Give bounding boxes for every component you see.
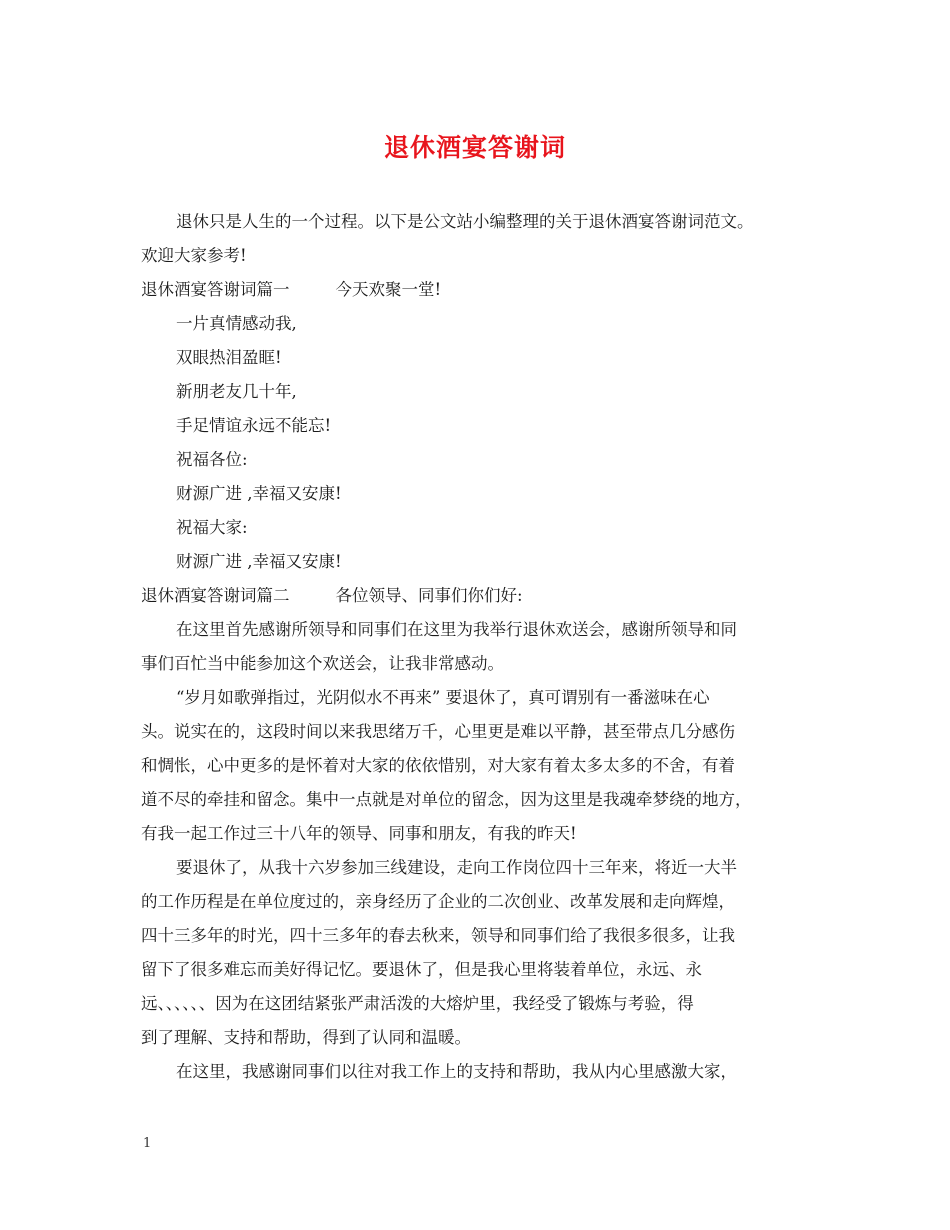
section-heading: 退休酒宴答谢词篇一 — [141, 280, 290, 299]
poem-line: 双眼热泪盈眶! — [176, 348, 282, 367]
section-first-line: 今天欢聚一堂! — [335, 280, 442, 299]
paragraph-line: 在这里首先感谢所领导和同事们在这里为我举行退休欢送会，感谢所领导和同 — [176, 620, 737, 639]
poem-line: 财源广进 ,幸福又安康! — [176, 484, 342, 503]
paragraph-line: 和惆怅，心中更多的是怀着对大家的依依惜别，对大家有着太多太多的不舍，有着 — [141, 756, 735, 775]
paragraph-line: “岁月如歌弹指过，光阴似水不再来” 要退休了，真可谓别有一番滋味在心 — [176, 688, 710, 707]
paragraph-line: 到了理解、支持和帮助，得到了认同和温暖。 — [141, 1028, 471, 1047]
poem-line: 财源广进 ,幸福又安康! — [176, 552, 342, 571]
page-number: 1 — [143, 1136, 152, 1151]
poem-line: 一片真情感动我, — [176, 314, 297, 333]
poem-line: 祝福大家: — [176, 518, 248, 537]
paragraph-line: 在这里，我感谢同事们以往对我工作上的支持和帮助，我从内心里感激大家， — [176, 1062, 737, 1081]
section-first-line: 各位领导、同事们你们好: — [335, 586, 523, 605]
paragraph-line: 事们百忙当中能参加这个欢送会，让我非常感动。 — [141, 654, 504, 673]
paragraph-line: 四十三多年的时光，四十三多年的春去秋来，领导和同事们给了我很多很多，让我 — [141, 926, 735, 945]
poem-line: 手足情谊永远不能忘! — [176, 416, 332, 435]
intro-line: 退休只是人生的一个过程。以下是公文站小编整理的关于退休酒宴答谢词范文。 — [176, 212, 754, 231]
document-body — [141, 205, 831, 1089]
section-heading: 退休酒宴答谢词篇二 — [141, 586, 290, 605]
paragraph-line: 有我一起工作过三十八年的领导、同事和朋友，有我的昨天! — [141, 824, 577, 843]
paragraph-line: 的工作历程是在单位度过的，亲身经历了企业的二次创业、改革发展和走向辉煌， — [141, 892, 735, 911]
poem-line: 新朋老友几十年, — [176, 382, 297, 401]
poem-line: 祝福各位: — [176, 450, 248, 469]
intro-line: 欢迎大家参考! — [141, 246, 247, 265]
paragraph-line: 要退休了，从我十六岁参加三线建设，走向工作岗位四十三年来，将近一大半 — [176, 858, 737, 877]
paragraph-line: 远、、、、、、因为在这团结紧张严肃活泼的大熔炉里，我经受了锻炼与考验，得 — [141, 994, 694, 1013]
paragraph-line: 留下了很多难忘而美好得记忆。要退休了，但是我心里将装着单位，永远、永 — [141, 960, 702, 979]
section-heading-line — [141, 579, 831, 613]
paragraph-line: 道不尽的牵挂和留念。集中一点就是对单位的留念，因为这里是我魂牵梦绕的地方， — [141, 790, 752, 809]
document-title: 退休酒宴答谢词 — [383, 133, 566, 162]
paragraph-line: 头。说实在的，这段时间以来我思绪万千，心里更是难以平静，甚至带点几分感伤 — [141, 722, 735, 741]
section-heading-line — [141, 273, 831, 307]
